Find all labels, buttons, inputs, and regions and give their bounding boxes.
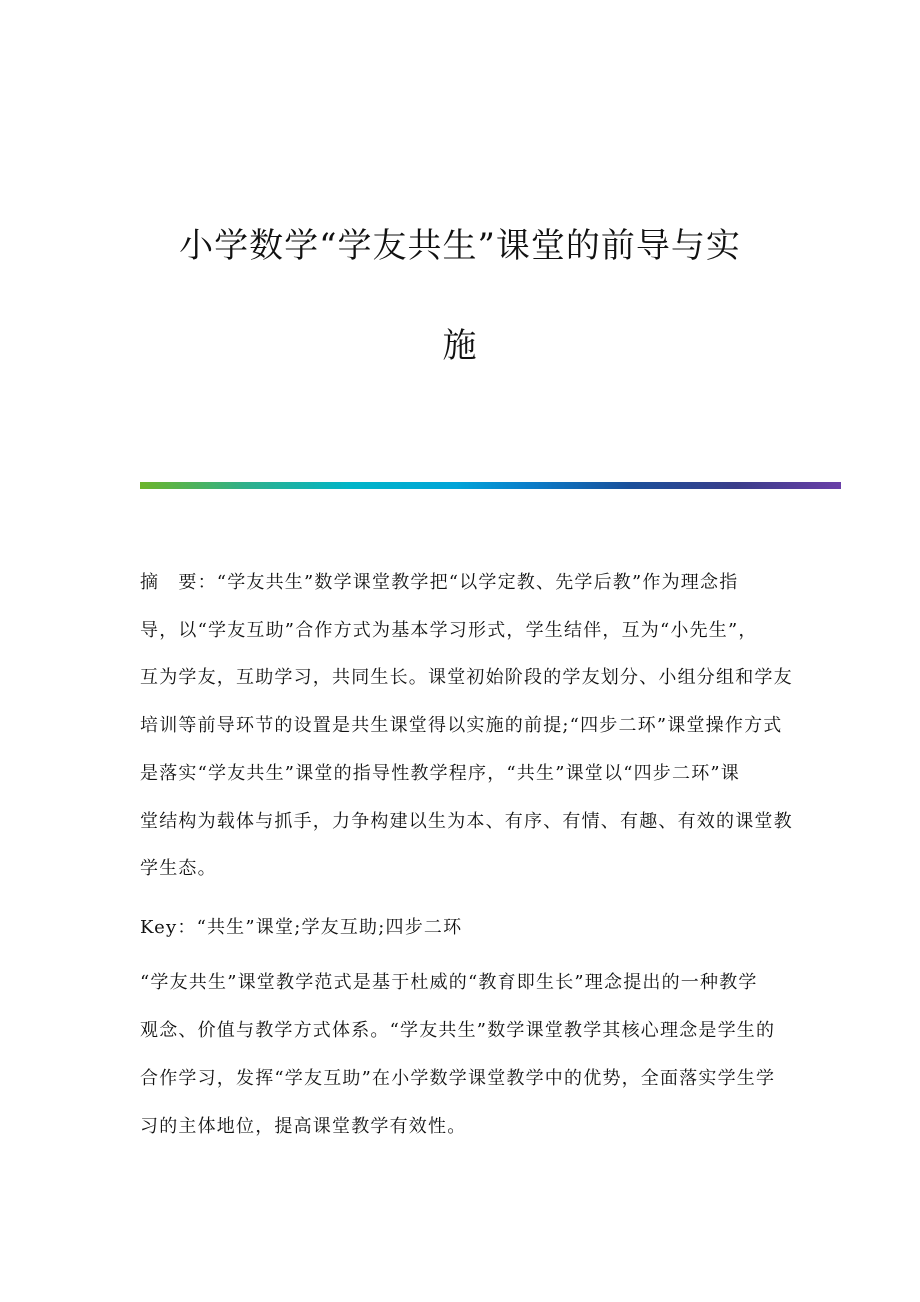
body-line: 习的主体地位，提高课堂教学有效性。 — [140, 1116, 467, 1137]
title-line-1: 小学数学“学友共生”课堂的前导与实 — [179, 226, 741, 266]
keywords: Key：“共生”课堂;学友互助;四步二环 — [140, 917, 463, 938]
abstract-line: 堂结构为载体与抓手，力争构建以生为本、有序、有情、有趣、有效的课堂教 — [140, 811, 793, 832]
body-line: “学友共生”课堂教学范式是基于杜威的“教育即生长”理念提出的一种教学 — [140, 972, 758, 993]
abstract-line: 是落实“学友共生”课堂的指导性教学程序，“共生”课堂以“四步二环”课 — [140, 763, 741, 784]
title-line-2: 施 — [442, 326, 478, 366]
body-line: 合作学习，发挥“学友互助”在小学数学课堂教学中的优势，全面落实学生学 — [140, 1068, 776, 1089]
abstract-line: 培训等前导环节的设置是共生课堂得以实施的前提;“四步二环”课堂操作方式 — [140, 715, 783, 736]
abstract-line: 互为学友，互助学习，共同生长。课堂初始阶段的学友划分、小组分组和学友 — [140, 667, 793, 688]
abstract-line: 摘 要：“学友共生”数学课堂教学把“以学定教、先学后教”作为理念指 — [140, 572, 739, 593]
body-line: 观念、价值与教学方式体系。“学友共生”数学课堂教学其核心理念是学生的 — [140, 1020, 776, 1041]
abstract-line: 导，以“学友互助”合作方式为基本学习形式，学生结伴，互为“小先生”， — [140, 620, 758, 641]
abstract-line: 学生态。 — [140, 858, 217, 879]
gradient-divider — [140, 482, 841, 489]
